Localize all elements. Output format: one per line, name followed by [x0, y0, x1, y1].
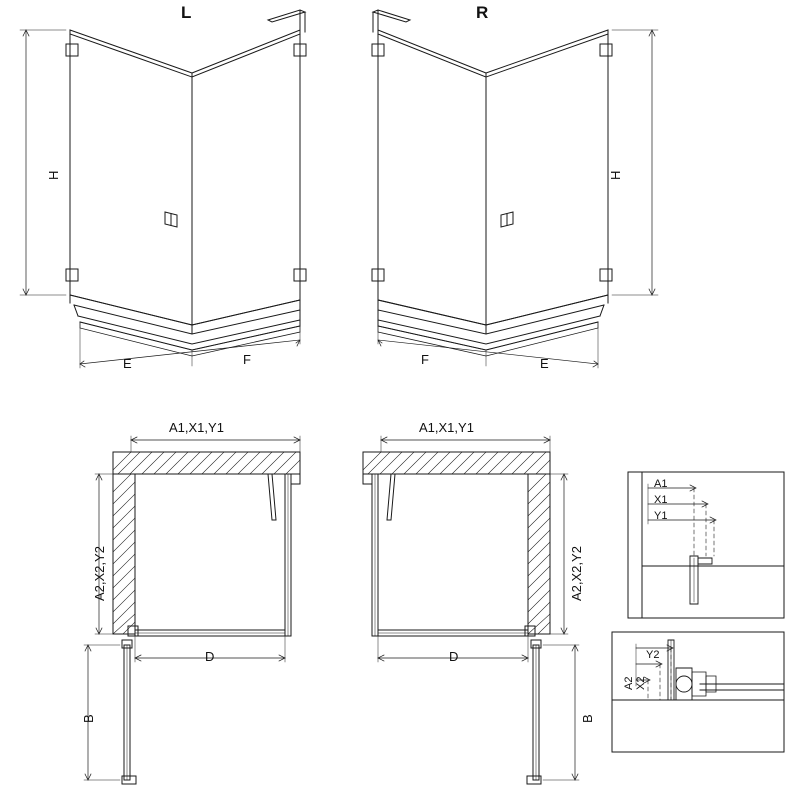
height-label-left: H [46, 170, 61, 180]
detail-bottom-dim-a2: A2 [623, 676, 635, 690]
detail-bottom [612, 632, 784, 752]
plan-left-inner-dim: D [205, 649, 215, 664]
plan-view-right [363, 436, 579, 784]
plan-right-side-dim: A2,X2,Y2 [569, 546, 584, 601]
detail-top-dim-y1: Y1 [654, 510, 668, 522]
plan-right-top-dim: A1,X1,Y1 [419, 420, 474, 435]
iso-view-left [20, 10, 306, 371]
plan-view-left [81, 436, 300, 784]
base-label-left-f: F [243, 352, 251, 367]
detail-top [628, 472, 784, 618]
base-label-right-f: F [421, 352, 429, 367]
base-label-right-e: E [540, 356, 549, 371]
detail-bottom-dim-y2: Y2 [646, 649, 660, 661]
plan-right-inner-dim: D [449, 649, 459, 664]
plan-left-door-dim: B [81, 714, 96, 723]
base-label-left-e: E [123, 356, 132, 371]
iso-view-right [372, 10, 658, 371]
detail-top-dim-x1: X1 [654, 494, 668, 506]
handing-label-left: L [181, 3, 192, 22]
plan-left-side-dim: A2,X2,Y2 [92, 546, 107, 601]
detail-top-dim-a1: A1 [654, 478, 668, 490]
plan-left-top-dim: A1,X1,Y1 [169, 420, 224, 435]
height-label-right: H [608, 170, 623, 180]
plan-right-door-dim: B [580, 714, 595, 723]
handing-label-right: R [476, 3, 489, 22]
detail-bottom-dim-x2: X2 [635, 676, 647, 690]
